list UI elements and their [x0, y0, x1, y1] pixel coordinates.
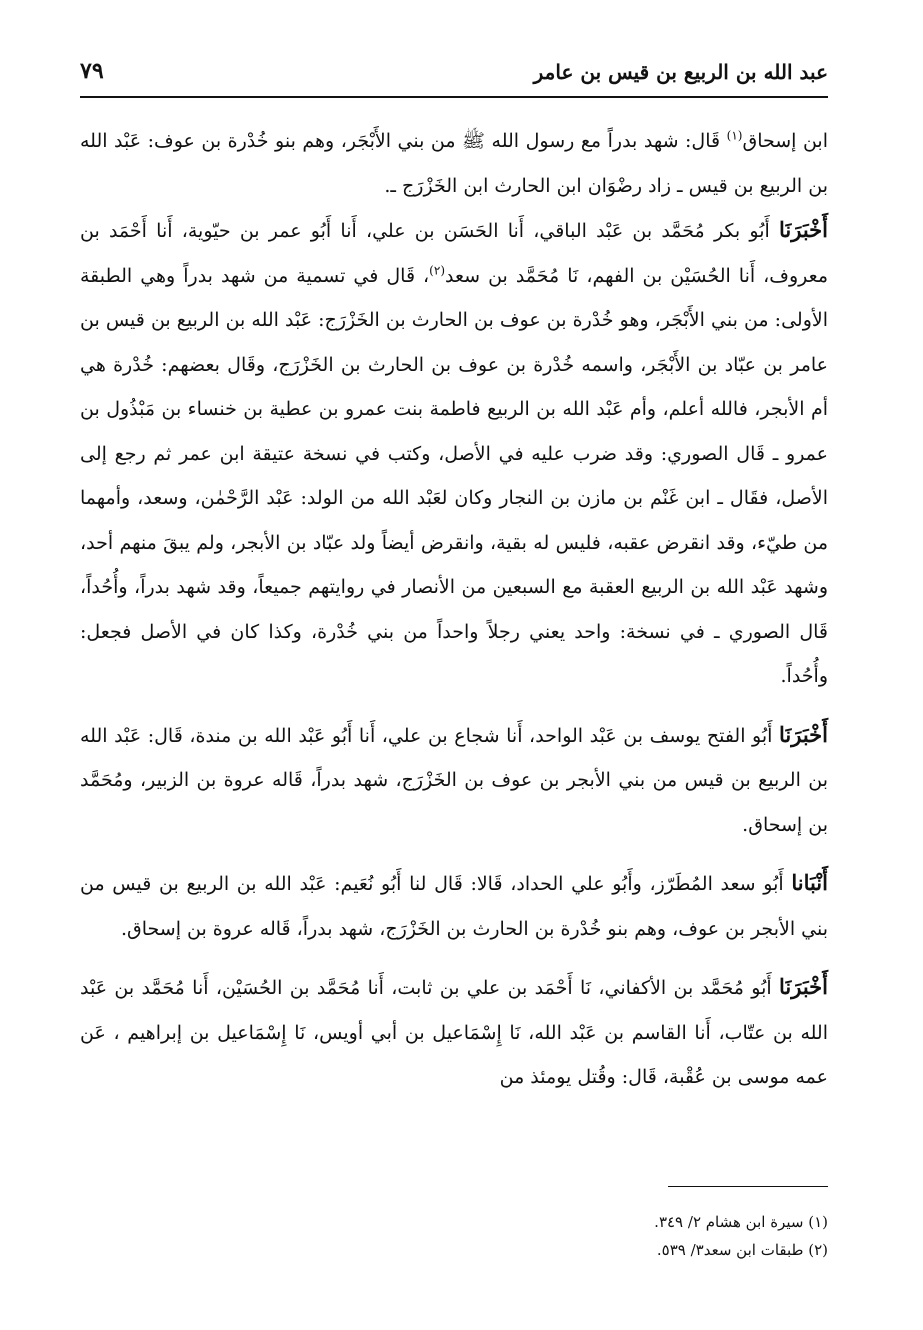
page-number: ٧٩: [80, 58, 104, 84]
paragraph: [80, 713, 828, 848]
paragraph: [80, 965, 828, 1100]
paragraph-text: أَبُو الفتح يوسف بن عَبْد الواحد، أَنا شجاع بن علي، أَنا أَبُو عَبْد الله بن مندة، قَال: عَبْد الله بن الربيع بن قيس من بني الأبجر بن عوف بن الخَزْرَج، شهد بدراً، قَاله عروة بن الزبير، ومُحَمَّد بن إسحاق.: [80, 724, 828, 836]
paragraph-text: ابن إسحاق: [742, 130, 828, 152]
paragraph-text: أَبُو سعد المُطَرّز، وأَبُو علي الحداد، قَالا: قَال لنا أَبُو نُعَيم: عَبْد الله بن الربيع بن قيس من بني الأبجر بن عوف، وهم بنو خُدْرة بن الحارث بن الخَزْرَج، شهد بدراً، قَاله عروة بن إسحاق.: [80, 873, 828, 940]
paragraph-text: ، قَال في تسمية من شهد بدراً وهي الطبقة الأولى: من بني الأَبْجَر، وهو خُدْرة بن عوف بن الحارث بن الخَزْرَج: عَبْد الله بن الربيع بن قيس بن عامر بن عبّاد بن الأَبْجَر، واسمه خُدْرة بن عوف بن الحارث بن الخَزْرَج، وقَال بعضهم: خُدْرة هي أم الأبجر، فالله أعلم، وأم عَبْد الله بن الربيع فاطمة بنت عمرو بن عطية بن خنساء بن مَبْذُول بن عمرو ـ قَال الصوري: وقد ضرب عليه في الأصل، وكتب في نسخة عتيقة ابن عمر ثم رجع إلى الأصل، فقَال ـ ابن غَنْم بن مازن بن النجار وكان لعَبْد الله من الولد: عَبْد الرَّحْمٰن، وسعد، وأمهما من طيّء، وقد انقرض عقبه، فليس له بقية، وانقرض أيضاً ولد عبّاد بن الأبجر، ولم يبقَ منهم أحد، وشهد عَبْد الله بن الربيع العقبة مع السبعين من الأنصار في روايتهم جميعاً، وقد شهد بدراً، وأُحُداً، قَال الصوري ـ في نسخة: واحد يعني رجلاً واحداً من بني خُدْرة، وكذا كان في الأصل فجعل: وأُحُداً.: [80, 264, 828, 687]
paragraph-lead: أَخْبَرَنَا: [779, 721, 828, 747]
footnote-marker: (١): [726, 128, 743, 143]
paragraph: [80, 118, 828, 208]
footnote-divider: [668, 1186, 828, 1187]
paragraph-text: أَبُو مُحَمَّد بن الأكفاني، نَا أَحْمَد بن علي بن ثابت، أَنا مُحَمَّد بن الحُسَيْن، أَنا مُحَمَّد بن عَبْد الله بن عتّاب، أَنا القاسم بن عَبْد الله، نَا إِسْمَاعيل بن أبي أويس، نَا إِسْمَاعيل بن إبراهيم ، عَن عمه موسى بن عُقْبة، قَال: وقُتل يومئذ من: [80, 977, 828, 1088]
main-text: [80, 118, 828, 1100]
paragraph-lead: أَخْبَرَنَا: [779, 974, 828, 999]
paragraph: [80, 208, 828, 699]
footnotes: [80, 1208, 828, 1264]
footnote: (٢) طبقات ابن سعد٣/ ٥٣٩.: [656, 1241, 828, 1259]
paragraph-lead: أَنْبَانا: [791, 870, 828, 895]
footnote: (١) سيرة ابن هشام ٢/ ٣٤٩.: [654, 1213, 828, 1231]
running-title: عبد الله بن الربيع بن قيس بن عامر: [533, 60, 828, 84]
paragraph-text: أَبُو بكر مُحَمَّد بن عَبْد الباقي، أَنا الحَسَن بن علي، أَنا أَبُو عمر بن حيّوية، أَنا أَحْمَد بن معروف، أَنا الحُسَيْن بن الفهم، نَا مُحَمَّد بن سعد: [80, 220, 828, 287]
paragraph: [80, 861, 828, 951]
paragraph-text: قَال: شهد بدراً مع رسول الله ﷺ من بني الأَبْجَر، وهم بنو خُدْرة بن عوف: عَبْد الله بن الربيع بن قيس ـ زاد رضْوَان ابن الحارث ابن الخَزْرَج ـ.: [80, 130, 828, 197]
page-header: [80, 52, 828, 98]
paragraph-lead: أَخْبَرَنَا: [779, 217, 828, 242]
footnote-marker: (٢): [429, 263, 445, 278]
